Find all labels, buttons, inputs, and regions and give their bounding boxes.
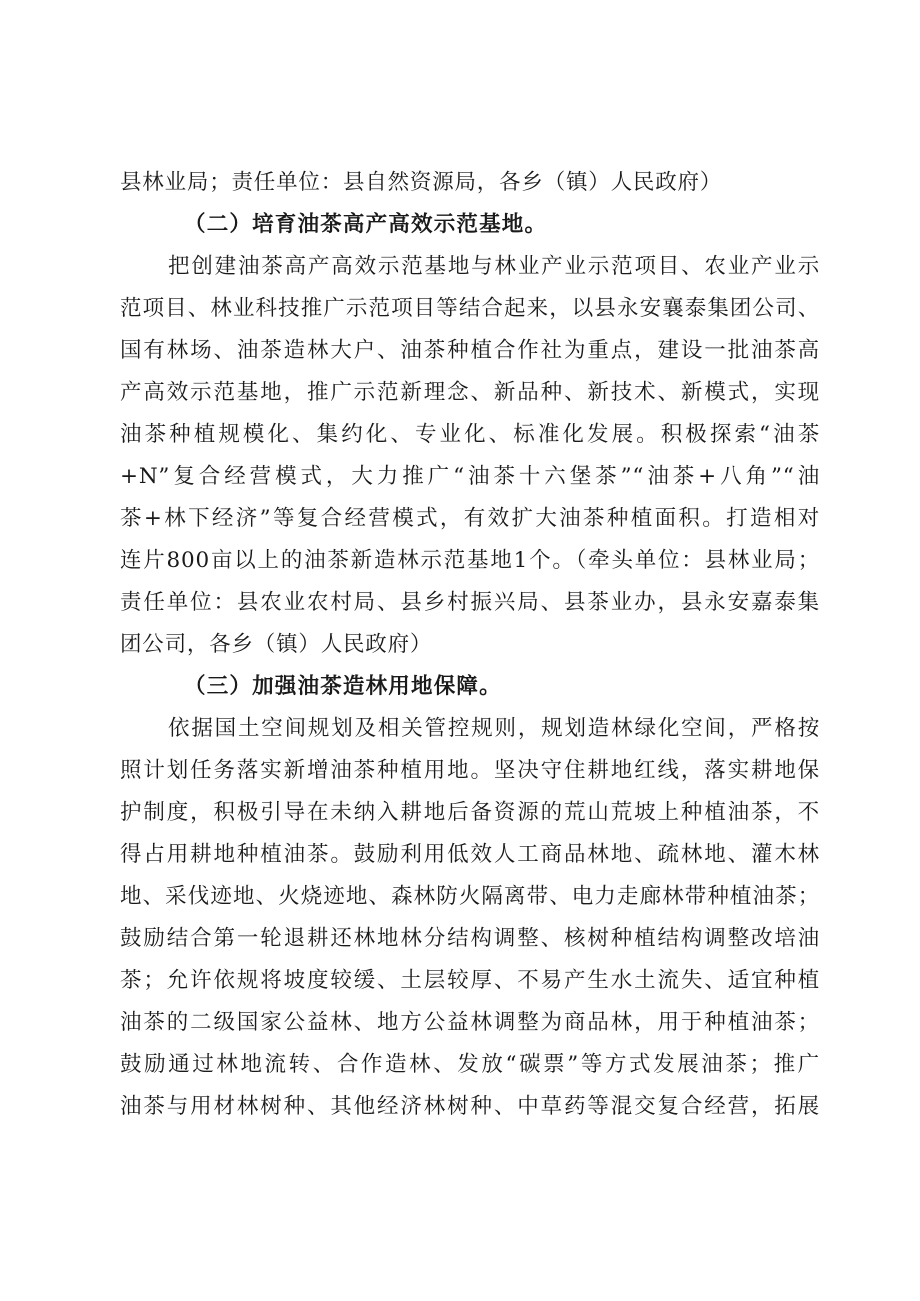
paragraph-line: 把创建油茶高产高效示范基地与林业产业示范项目、农业产业示 [168, 254, 820, 279]
paragraph-line: +N”复合经营模式，大力推广“油茶十六堡茶”“油茶+八角”“油 [120, 464, 820, 489]
paragraph-line: 护制度，积极引导在未纳入耕地后备资源的荒山荒坡上种植油茶，不 [120, 800, 820, 825]
paragraph-line: 连片800亩以上的油茶新造林示范基地1个。（牵头单位：县林业局； [120, 548, 820, 573]
section-3-heading: （三）加强油茶造林用地保障。 [184, 674, 502, 699]
paragraph-line: 地、采伐迹地、火烧迹地、森林防火隔离带、电力走廊林带种植油茶； [120, 884, 820, 909]
document-body [120, 162, 820, 1128]
paragraph-line: 茶+林下经济”等复合经营模式，有效扩大油茶种植面积。打造相对 [120, 506, 820, 531]
paragraph-line: 鼓励通过林地流转、合作造林、发放“碳票”等方式发展油茶；推广 [120, 1052, 820, 1077]
paragraph-line: 团公司，各乡（镇）人民政府） [120, 632, 433, 657]
intro-line: 县林业局；责任单位：县自然资源局，各乡（镇）人民政府） [120, 170, 723, 195]
paragraph-line: 茶；允许依规将坡度较缓、土层较厚、不易产生水土流失、适宜种植 [120, 968, 820, 993]
paragraph-line: 产高效示范基地，推广示范新理念、新品种、新技术、新模式，实现 [120, 380, 820, 405]
paragraph-line: 国有林场、油茶造林大户、油茶种植合作社为重点，建设一批油茶高 [120, 338, 820, 363]
section-2-paragraph [120, 246, 820, 666]
paragraph-line: 责任单位：县农业农村局、县乡村振兴局、县茶业办，县永安嘉泰集 [120, 590, 820, 615]
paragraph-line: 照计划任务落实新增油茶种植用地。坚决守住耕地红线，落实耕地保 [120, 758, 820, 783]
paragraph-line: 油茶的二级国家公益林、地方公益林调整为商品林，用于种植油茶； [120, 1010, 820, 1035]
section-2-heading: （二）培育油茶高产高效示范基地。 [184, 212, 548, 237]
section-3-paragraph [120, 708, 820, 1128]
paragraph-line: 范项目、林业科技推广示范项目等结合起来，以县永安襄泰集团公司、 [120, 296, 820, 321]
paragraph-line: 油茶与用材林树种、其他经济林树种、中草药等混交复合经营，拓展 [120, 1094, 820, 1119]
paragraph-line: 依据国土空间规划及相关管控规则，规划造林绿化空间，严格按 [168, 716, 820, 741]
paragraph-line: 鼓励结合第一轮退耕还林地林分结构调整、核树种植结构调整改培油 [120, 926, 820, 951]
paragraph-line: 油茶种植规模化、集约化、专业化、标准化发展。积极探索“油茶 [120, 422, 820, 447]
paragraph-line: 得占用耕地种植油茶。鼓励利用低效人工商品林地、疏林地、灌木林 [120, 842, 820, 867]
